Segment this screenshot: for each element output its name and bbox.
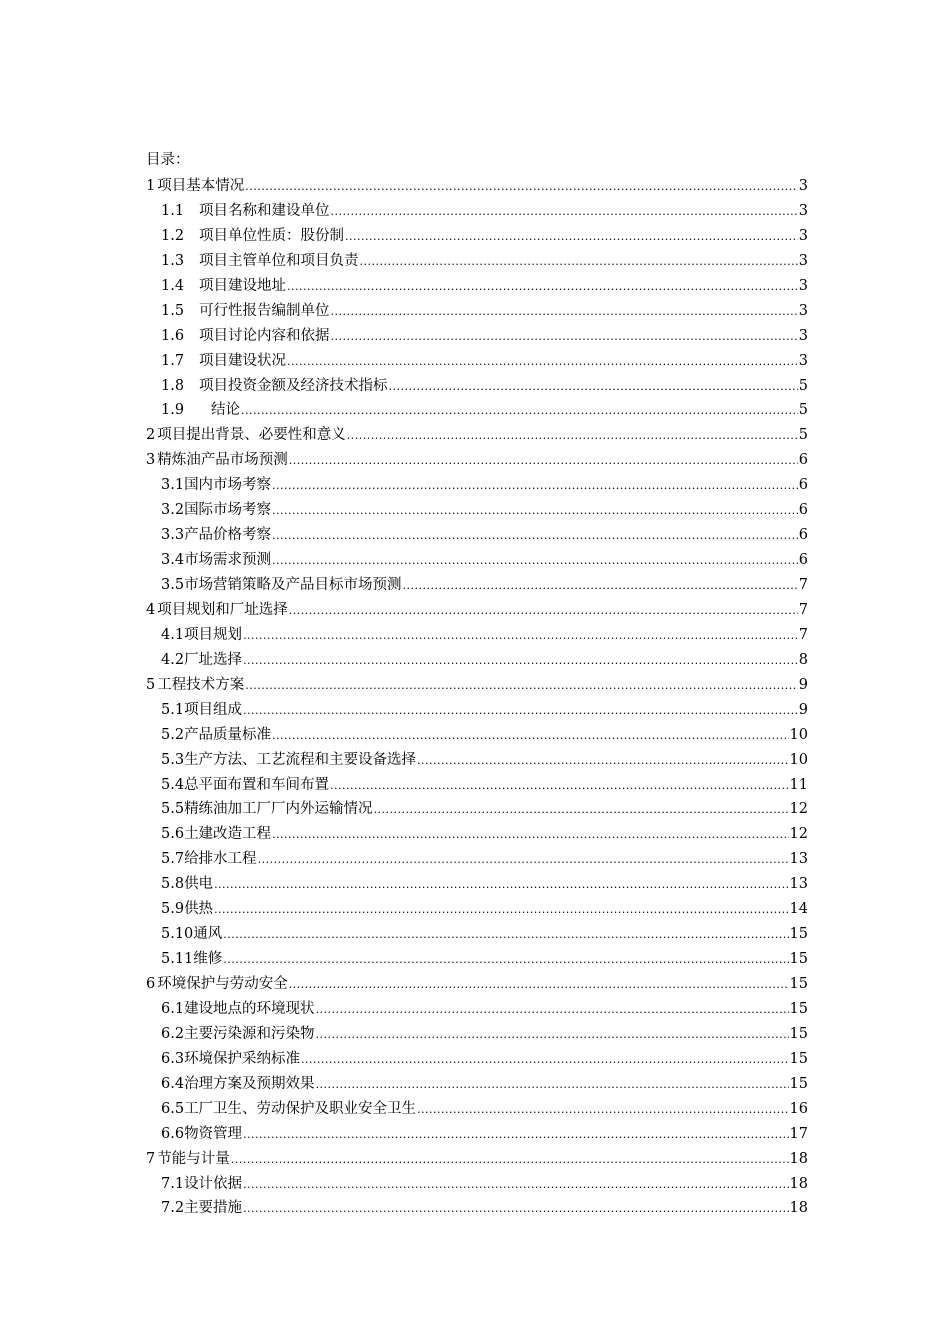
toc-entry-number: 5.3: [161, 751, 185, 768]
toc-leader-dots: [272, 479, 798, 492]
toc-entry-number: 3.1: [161, 477, 185, 494]
toc-entry-title: 总平面布置和车间布置: [184, 776, 330, 793]
toc-leader-dots: [272, 554, 798, 567]
toc-entry-title: 工程技术方案: [157, 676, 245, 693]
toc-leader-dots: [214, 903, 788, 916]
toc-entry-number: 1.8: [161, 377, 185, 394]
toc-entry-page-number: 18: [789, 1150, 808, 1167]
toc-entry-page-number: 15: [789, 1050, 808, 1067]
toc-leader-dots: [330, 779, 788, 792]
toc-entry-title: 主要污染源和污染物: [184, 1025, 315, 1042]
toc-leader-dots: [331, 330, 798, 343]
toc-entry-title: 市场需求预测: [184, 552, 272, 569]
toc-entry-page-number: 5: [798, 377, 808, 394]
toc-entry-page-number: 15: [789, 1075, 808, 1092]
toc-entry-number: 3.4: [161, 552, 185, 569]
toc-entry-page-number: 6: [798, 502, 808, 519]
toc-entry-title: 环境保护采纳标准: [184, 1050, 301, 1067]
toc-leader-dots: [243, 629, 798, 642]
toc-entry-title: 供热: [184, 901, 214, 918]
toc-entry[interactable]: [146, 1172, 808, 1197]
toc-entry-title: 项目投资金额及经济技术指标: [199, 377, 388, 394]
toc-entry-number: 3.5: [161, 577, 185, 593]
toc-entry-page-number: 7: [798, 577, 808, 593]
toc-entry-page-number: 14: [789, 901, 808, 918]
toc-entry[interactable]: [146, 1147, 808, 1172]
toc-entry[interactable]: [146, 548, 808, 573]
toc-entry-page-number: 18: [789, 1200, 808, 1217]
toc-entry-number: 5.1: [161, 701, 185, 718]
toc-entry-title: 供电: [184, 876, 214, 893]
toc-leader-dots: [258, 853, 789, 866]
toc-leader-dots: [272, 504, 798, 517]
toc-entry-title: 可行性报告编制单位: [199, 302, 330, 319]
toc-entry-number: 5.11: [161, 951, 194, 968]
toc-leader-dots: [360, 255, 798, 268]
toc-entry-title: 国际市场考察: [184, 502, 272, 519]
toc-entry-title: 环境保护与劳动安全: [157, 976, 288, 992]
toc-leader-dots: [316, 1078, 789, 1091]
toc-entry-number: 5.9: [161, 901, 185, 918]
toc-entry-page-number: 15: [789, 1000, 808, 1017]
toc-entry-number: 6.1: [161, 1000, 185, 1017]
toc-entry-number: 1.5: [161, 302, 185, 319]
toc-entry-title: 精炼油产品市场预测: [157, 452, 288, 469]
toc-entry-number: 3.3: [161, 527, 185, 544]
toc-entry-number: 1.1: [161, 202, 185, 219]
toc-entry[interactable]: [146, 997, 808, 1022]
toc-entry-page-number: 9: [798, 701, 808, 718]
toc-leader-dots: [272, 828, 788, 841]
toc-leader-dots: [243, 704, 798, 717]
toc-leader-dots: [272, 729, 788, 742]
toc-entry-title: 产品价格考察: [184, 527, 272, 544]
toc-entry-title: 项目规划和厂址选择: [157, 601, 288, 618]
toc-entry-number: 4: [146, 601, 156, 618]
toc-entry[interactable]: [146, 473, 808, 498]
toc-entry-title: 项目名称和建设单位: [199, 202, 330, 219]
toc-entry[interactable]: [146, 1122, 808, 1147]
toc-leader-dots: [287, 355, 798, 368]
toc-entry-page-number: 12: [789, 826, 808, 843]
toc-entry-number: 1.7: [161, 352, 185, 369]
toc-entry-title: 厂址选择: [184, 651, 243, 668]
toc-entry[interactable]: [146, 249, 808, 274]
toc-entry[interactable]: [146, 299, 808, 324]
toc-entry[interactable]: [146, 324, 808, 349]
toc-leader-dots: [245, 679, 798, 692]
toc-entry-number: 5.10: [161, 926, 194, 943]
toc-entry-number: 1: [146, 178, 156, 194]
toc-entry[interactable]: [146, 398, 808, 423]
toc-entry[interactable]: [146, 448, 808, 473]
toc-entry-number: 7.2: [161, 1200, 185, 1217]
toc-entry-title: 项目讨论内容和依据: [199, 327, 330, 344]
toc-entry-number: 5.5: [161, 801, 185, 818]
toc-entry-title: 项目提出背景、必要性和意义: [157, 427, 346, 444]
toc-entry-page-number: 6: [798, 452, 808, 469]
toc-leader-dots: [231, 1153, 789, 1166]
toc-entry-page-number: 3: [798, 277, 808, 294]
toc-entry[interactable]: [146, 847, 808, 872]
toc-entry-title: 生产方法、工艺流程和主要设备选择: [184, 751, 417, 768]
toc-entry-title: 主要措施: [184, 1200, 243, 1217]
toc-entry-number: 3.2: [161, 502, 185, 519]
toc-entry-page-number: 12: [789, 801, 808, 818]
toc-entry-number: 4.1: [161, 626, 185, 643]
toc-leader-dots: [243, 1128, 788, 1141]
toc-entry[interactable]: [146, 174, 808, 199]
toc-entry-title: 项目建设地址: [199, 277, 286, 294]
toc-leader-dots: [289, 454, 798, 467]
toc-leader-dots: [223, 928, 788, 941]
toc-entry-number: 5.7: [161, 851, 185, 868]
toc-leader-dots: [316, 1003, 789, 1016]
toc-entry-page-number: 15: [789, 976, 808, 992]
toc-leader-dots: [223, 953, 788, 966]
toc-entry-number: 5.8: [161, 876, 185, 893]
toc-entry[interactable]: [146, 648, 808, 673]
toc-entry-number: 1.4: [161, 277, 185, 294]
toc-leader-dots: [243, 1202, 788, 1215]
toc-entry[interactable]: [146, 498, 808, 523]
toc-entry-page-number: 9: [798, 676, 808, 693]
toc-entry-page-number: 3: [798, 302, 808, 319]
toc-entry-number: 1.2: [161, 227, 185, 244]
toc-entry-page-number: 16: [789, 1100, 808, 1117]
toc-entry-title: 给排水工程: [184, 851, 257, 868]
toc-entry-number: 5.6: [161, 826, 185, 843]
toc-entry-page-number: 3: [798, 202, 808, 219]
toc-entry-page-number: 5: [798, 402, 808, 419]
toc-entry-title: 市场营销策略及产品目标市场预测: [184, 577, 402, 593]
toc-entry-number: 6: [146, 976, 156, 992]
toc-entry-page-number: 8: [798, 651, 808, 668]
toc-entry-title: 国内市场考察: [184, 477, 272, 494]
toc-entry-title: 项目建设状况: [199, 352, 286, 369]
toc-entry-title: 项目单位性质：股份制: [199, 227, 344, 244]
toc-leader-dots: [245, 180, 798, 193]
toc-entry-page-number: 10: [789, 751, 808, 768]
toc-entry-number: 3: [146, 452, 156, 469]
toc-entry[interactable]: [146, 374, 808, 399]
toc-entry[interactable]: [146, 673, 808, 698]
toc-entry[interactable]: [146, 1097, 808, 1122]
toc-entry-title: 项目组成: [184, 701, 243, 718]
toc-entry-number: 5.4: [161, 776, 185, 793]
toc-entry-number: 4.2: [161, 651, 185, 668]
toc-entry-page-number: 3: [798, 352, 808, 369]
toc-entry[interactable]: [146, 349, 808, 374]
toc-entry-title: 工厂卫生、劳动保护及职业安全卫生: [184, 1100, 417, 1117]
toc-entry-page-number: 6: [798, 527, 808, 544]
toc-entry-page-number: 3: [798, 227, 808, 244]
toc-entry-page-number: 13: [789, 851, 808, 868]
toc-entry-title: 结论: [211, 402, 240, 419]
toc-entry-number: 6.2: [161, 1025, 185, 1042]
toc-leader-dots: [272, 529, 798, 542]
toc-entry-number: 1.6: [161, 327, 185, 344]
toc-entry-page-number: 18: [789, 1175, 808, 1192]
toc-entry-page-number: 15: [789, 951, 808, 968]
toc-entry-number: 2: [146, 427, 156, 444]
toc-leader-dots: [289, 604, 798, 617]
toc-entry-page-number: 6: [798, 552, 808, 569]
toc-entry-page-number: 17: [789, 1125, 808, 1142]
toc-entry[interactable]: [146, 199, 808, 224]
toc-entry-title: 维修: [193, 951, 223, 968]
toc-leader-dots: [331, 205, 798, 218]
toc-entry[interactable]: [146, 698, 808, 723]
toc-entry[interactable]: [146, 872, 808, 897]
toc-entry-title: 精练油加工厂厂内外运输情况: [184, 801, 373, 818]
toc-leader-dots: [214, 878, 788, 891]
toc-entry[interactable]: [146, 523, 808, 548]
toc-entry[interactable]: [146, 723, 808, 748]
toc-entry[interactable]: [146, 1072, 808, 1097]
toc-entry[interactable]: [146, 224, 808, 249]
toc-entry[interactable]: [146, 423, 808, 448]
toc-leader-dots: [289, 978, 789, 991]
toc-entry-title: 建设地点的环境现状: [184, 1000, 315, 1017]
toc-entry-number: 6.4: [161, 1075, 185, 1092]
toc-entry-number: 6.5: [161, 1100, 185, 1117]
toc-entry-page-number: 3: [798, 178, 808, 194]
toc-entry[interactable]: [146, 274, 808, 299]
toc-entry-title: 物资管理: [184, 1125, 243, 1142]
toc-entry-page-number: 3: [798, 252, 808, 269]
table-of-contents: [146, 174, 808, 1221]
toc-leader-dots: [301, 1053, 788, 1066]
toc-leader-dots: [417, 754, 788, 767]
toc-entry[interactable]: [146, 623, 808, 648]
toc-entry-number: 1.9: [161, 402, 185, 419]
toc-entry-title: 土建改造工程: [184, 826, 272, 843]
toc-entry-page-number: 5: [798, 427, 808, 444]
toc-entry[interactable]: [146, 748, 808, 773]
toc-entry-number: 6.3: [161, 1050, 185, 1067]
toc-leader-dots: [243, 654, 798, 667]
toc-entry-page-number: 13: [789, 876, 808, 893]
toc-entry-title: 通风: [193, 926, 223, 943]
toc-heading: 目录：: [146, 152, 190, 168]
toc-entry[interactable]: [146, 972, 808, 997]
toc-entry-page-number: 11: [789, 776, 808, 793]
toc-leader-dots: [241, 404, 798, 417]
toc-entry-number: 7: [146, 1150, 156, 1167]
toc-entry[interactable]: [146, 1196, 808, 1221]
toc-entry-page-number: 7: [798, 626, 808, 643]
toc-leader-dots: [345, 230, 798, 243]
toc-entry[interactable]: [146, 1047, 808, 1072]
toc-entry[interactable]: [146, 773, 808, 798]
toc-entry-number: 5.2: [161, 726, 185, 743]
toc-leader-dots: [403, 579, 798, 592]
toc-entry-title: 产品质量标准: [184, 726, 272, 743]
toc-entry-title: 项目规划: [184, 626, 243, 643]
toc-entry[interactable]: [146, 573, 808, 598]
toc-leader-dots: [389, 380, 798, 393]
toc-entry[interactable]: [146, 947, 808, 972]
toc-entry[interactable]: [146, 797, 808, 822]
toc-entry-title: 设计依据: [184, 1175, 243, 1192]
toc-entry-title: 治理方案及预期效果: [184, 1075, 315, 1092]
toc-entry-title: 节能与计量: [157, 1150, 230, 1167]
toc-leader-dots: [374, 803, 789, 816]
toc-entry-page-number: 15: [789, 926, 808, 943]
toc-entry-page-number: 6: [798, 477, 808, 494]
toc-entry-page-number: 15: [789, 1025, 808, 1042]
toc-leader-dots: [316, 1028, 789, 1041]
toc-entry-title: 项目基本情况: [157, 178, 245, 194]
toc-entry[interactable]: [146, 598, 808, 623]
toc-leader-dots: [331, 305, 798, 318]
toc-entry-page-number: 10: [789, 726, 808, 743]
toc-entry-number: 1.3: [161, 252, 185, 269]
toc-leader-dots: [243, 1178, 788, 1191]
toc-entry[interactable]: [146, 822, 808, 847]
toc-leader-dots: [417, 1103, 788, 1116]
toc-entry-page-number: 7: [798, 601, 808, 618]
toc-entry-page-number: 3: [798, 327, 808, 344]
toc-leader-dots: [287, 280, 798, 293]
toc-entry[interactable]: [146, 1022, 808, 1047]
toc-entry-number: 5: [146, 676, 156, 693]
toc-entry-number: 6.6: [161, 1125, 185, 1142]
toc-leader-dots: [347, 429, 798, 442]
toc-entry[interactable]: [146, 922, 808, 947]
toc-entry-number: 7.1: [161, 1175, 185, 1192]
toc-entry-title: 项目主管单位和项目负责: [199, 252, 359, 269]
toc-entry[interactable]: [146, 897, 808, 922]
